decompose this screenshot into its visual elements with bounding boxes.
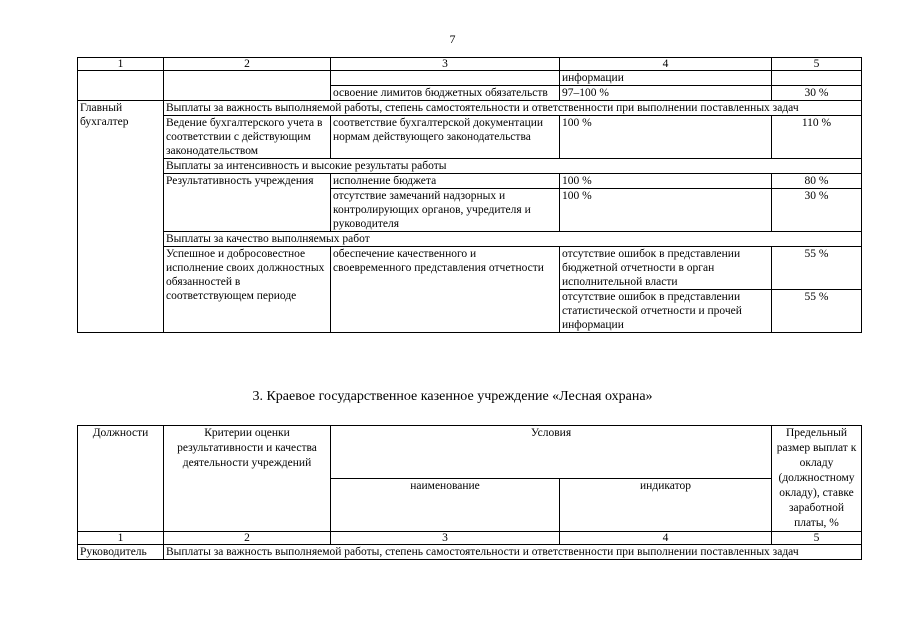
section-title: 3. Краевое государственное казенное учреждение «Лесная охрана»: [252, 389, 653, 404]
criterion-cell: исполнение бюджета: [331, 174, 560, 189]
column-number: 5: [772, 532, 862, 545]
indicator-cell: 100 %: [560, 116, 772, 159]
group-row: [78, 545, 862, 560]
criterion-cell: освоение лимитов бюджетных обязательств: [331, 86, 560, 101]
group-row: [78, 159, 862, 174]
percent-cell: 110 %: [772, 116, 862, 159]
indicator-cell: 100 %: [560, 189, 772, 232]
indicator-cell: 100 %: [560, 174, 772, 189]
table-row: [78, 116, 862, 159]
percent-cell: [772, 71, 862, 86]
group-row: [78, 232, 862, 247]
indicator-cell: отсутствие ошибок в представлении бюджетной отчетности в орган исполнительной власти: [560, 247, 772, 290]
name-cell: Ведение бухгалтерского учета в соответствии с действующим законодательством: [164, 116, 331, 159]
table-header-row: [78, 426, 862, 479]
column-number-row: [78, 532, 862, 545]
column-number: 4: [560, 58, 772, 71]
position-cell: [78, 71, 164, 101]
column-number: 5: [772, 58, 862, 71]
criterion-cell: [331, 71, 560, 86]
header-criteria: Критерии оценки результативности и качества деятельности учреждений: [164, 426, 331, 532]
indicator-cell: 97–100 %: [560, 86, 772, 101]
column-number: 4: [560, 532, 772, 545]
criterion-cell: обеспечение качественного и своевременного представления отчетности: [331, 247, 560, 333]
column-number: 1: [78, 532, 164, 545]
criterion-cell: отсутствие замечаний надзорных и контролирующих органов, учредителя и руководителя: [331, 189, 560, 232]
payments-table-continued: [77, 57, 862, 333]
name-cell: [164, 71, 331, 101]
column-number: 2: [164, 532, 331, 545]
column-number-row: [78, 58, 862, 71]
percent-cell: 80 %: [772, 174, 862, 189]
table-row: [78, 71, 862, 86]
group-heading: Выплаты за важность выполняемой работы, степень самостоятельности и ответственности при выполнении поставленных задач: [164, 101, 862, 116]
group-row: [78, 101, 862, 116]
indicator-cell: отсутствие ошибок в представлении статистической отчетности и прочей информации: [560, 290, 772, 333]
group-heading: Выплаты за качество выполняемых работ: [164, 232, 862, 247]
group-heading: Выплаты за интенсивность и высокие результаты работы: [164, 159, 862, 174]
name-cell: Успешное и добросовестное исполнение своих должностных обязанностей в соответствующем периоде: [164, 247, 331, 333]
position-cell: Руководитель: [78, 545, 164, 560]
percent-cell: 30 %: [772, 86, 862, 101]
column-number: 3: [331, 532, 560, 545]
column-number: 1: [78, 58, 164, 71]
column-number: 3: [331, 58, 560, 71]
percent-cell: 30 %: [772, 189, 862, 232]
percent-cell: 55 %: [772, 290, 862, 333]
percent-cell: 55 %: [772, 247, 862, 290]
table-row: [78, 247, 862, 290]
forest-guard-payments-table: [77, 425, 862, 560]
header-position: Должности: [78, 426, 164, 532]
header-conditions: Условия: [331, 426, 772, 479]
page-number: 7: [449, 32, 456, 46]
criterion-cell: соответствие бухгалтерской документации нормам действующего законодательства: [331, 116, 560, 159]
header-indicator: индикатор: [560, 479, 772, 532]
group-heading: Выплаты за важность выполняемой работы, степень самостоятельности и ответственности при выполнении поставленных задач: [164, 545, 862, 560]
table-row: [78, 174, 862, 189]
name-cell: Результативность учреждения: [164, 174, 331, 232]
column-number: 2: [164, 58, 331, 71]
header-name: наименование: [331, 479, 560, 532]
header-limit: Предельный размер выплат к окладу (должностному окладу), ставке заработной платы, %: [772, 426, 862, 532]
indicator-cell: информации: [560, 71, 772, 86]
position-cell: Главный бухгалтер: [78, 101, 164, 333]
